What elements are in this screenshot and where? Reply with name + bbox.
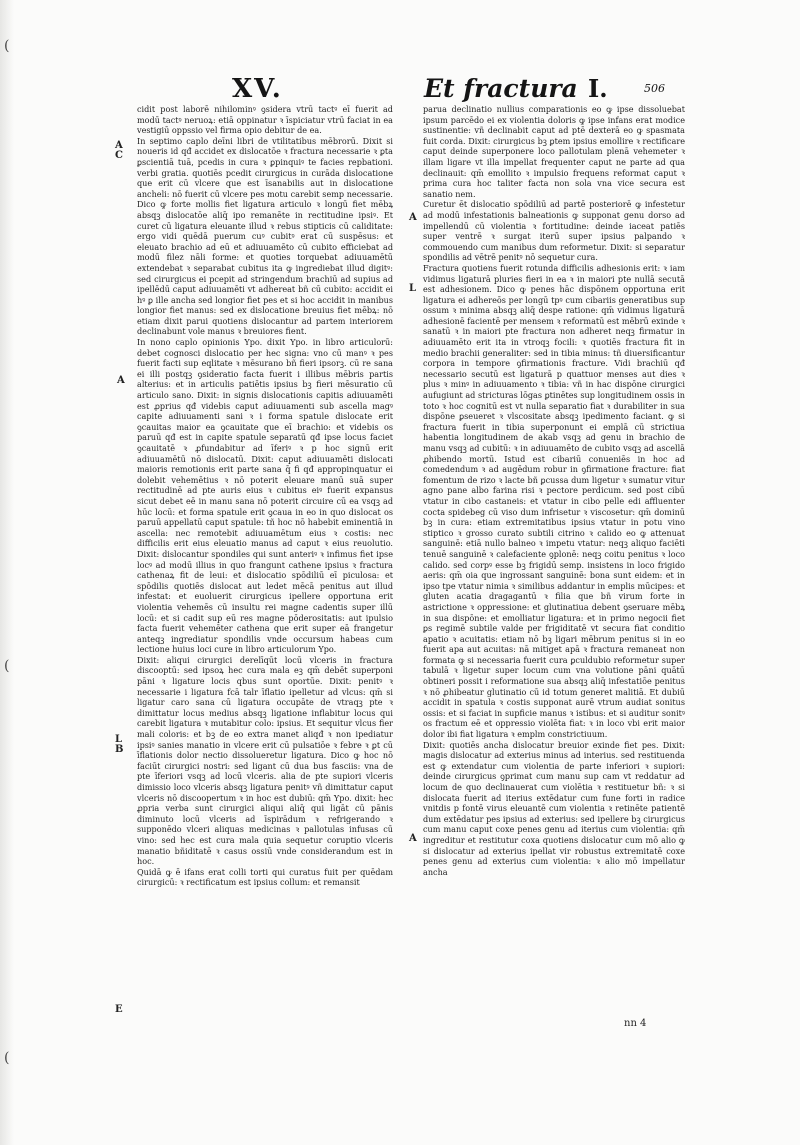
- running-head-left: XV.: [232, 74, 283, 104]
- paragraph: Quidā ꝙ ē ifans erat colli torti qui curatus fuit per quēdam cirurgicū: ꝛ rectificatum est ipsius collum: et remansit: [137, 866, 393, 888]
- side-letter: L: [409, 283, 417, 294]
- side-letter: E: [115, 1004, 123, 1015]
- paragraph: In nono caplo opinionis Ypo. dixit Ypo. in libro articulorū: debet cognosci dislocatio per hec signa: vno cū manꝰ ꝛ pes fuerit facti sup eqlitate ꝛ mēsurano bñ fieri ipsorꝫ. cū re sana ei illi postqꝫ ꝯsideratio facta fuerit i illibus mēbris partis alterius: et in articulis patiētis ipsius bꝫ fieri mēsuratio cū articulo sano. Dixit: in signis dislocationis capitis adiuuamēti est ꝓprius qđ videbis caput adiuuamenti sub ascella magꝰ capite adiuuamenti sani ꝛ i forma spatule dislocate erit ꝯcauitas maior ea ꝯcauitate que eī brachio: et videbis os paruū qđ est in capite spatule separatū qđ ipse locus faciet ꝯcauitatē ꝛ ꝓfundabitur ad īferiꝰ ꝛ p hoc signū erit adiuuamētū nō dislocatū. Dixit: caput adiuuamēti dislocati maioris remotionis erit parte sana q̄ fi qđ appropinquatur ei dolebit vehemētius ꝛ nō poterit eleuare manū suā super rectitudinē ad pte auris eius ꝛ cubitus eiꝰ fuerit expansus sicut debet eē in manu sana nō poterit circuire cū ea vsqꝫ ad hūc locū: et forma spatule erit ꝯcaua in eo in quo dislocat os paruū appellatū caput spatule: tñ hoc nō habebit eminentiā in ascella: nec remotebit adiuuamētum eius ꝛ costis: nec difficilis erit eius eleuatio manus ad caput ꝛ eius reuolutio. Dixit: dislocantur spondiles qui sunt anteriꝰ ꝛ infimus fiet ipse locꝰ ad modū illius in quo frangunt cathene ipsius ꝛ fractura cathenaꝝ fit de leui: et dislocatio spōdiliū eī piculosa: et spōdilis quotiēs dislocat aut ledet mēcā penitus aut illud infestat: et euoluerit cirurgicus ipellere opportuna erit violentia vehemēs cū insultu rei magne cadentis super illū locū: et si cadit sup eū res magne pōderositatis: aut ipulsio facta fuerit vehemēter cathena que erit super eā frangetur anteqꝫ ingrediatur spondilis vnde occursum habeas cum lectione huius loci cure in libro articulorum Ypo.: [137, 337, 393, 655]
- running-head-center: Et fractura: [424, 74, 578, 103]
- paragraph: Dixit: quotiēs ancha dislocatur breuior exinde fiet pes. Dixit: magis dislocatur ad exterius minus ad interius. sed restituenda est ꝙ extendatur cum violentia de parte inferiori ꝛ supiori: deinde cirurgicus ꝯprimat cum manu sup cam vt reddatur ad locum de quo declinauerat cum violētia ꝛ restituetur bñ: ꝛ si dislocata fuerit ad iterius extēdatur cum fune forti in radice vnitdis p fontē virus eleuantē cum violentia ꝛ retinēte patientē dum extēdatur pes ipsius ad exterius: sed ipellere bꝫ cirurgicus cum manu caput coxe penes genu ad iterius cum violentia: qm̄ ingreditur et restitutur coxa quotiens dislocatur cum mō alio ꝙ si dislocatur ad exterius ipellat vir robustus extremitatē coxe penes genu ad exterius cum violentia: ꝛ alio mō impellatur ancha: [423, 739, 685, 877]
- text-column-left: [137, 104, 393, 888]
- running-head-chapter-number: I.: [588, 74, 608, 103]
- folio-number: 506: [644, 82, 665, 95]
- side-letter: B: [115, 744, 124, 755]
- paragraph: Fractura quotiens fuerit rotunda difficilis adhesionis erit: ꝛ iam vidimus ligaturā pluries fieri in ea ꝛ in maiori pte nullā secutā est adhesionem. Dico ꝙ penes hāc dispōnem opportuna erit ligatura ei adhereōs per longū tpꝰ cum cibariis generatibus sup ossum ꝛ minima absqꝫ aliq̄ despe ratione: qm̄ vidimus ligaturā adhesionē facientē per mensem ꝛ reformatū est mēbrū exinde ꝛ sanatū ꝛ in maiori pte fractura non adheret neqꝫ firmatur in adiuuamēto erit ita in vtroqꝫ focili: ꝛ quotiēs fractura fit in medio brachii generaliter: sed in tibia minus: tñ diuersificantur corpora in tempore ꝯfirmationis fracture. Vidi brachiū qđ necessario secutū est ligaturā p quattuor menses aut dies ꝛ plus ꝛ minꝰ in adiuuamento ꝛ tibia: vñ in hac dispōne cirurgici aufugiunt ad stricturas lōgas ꝑtinētes sup longitudinem ossis in toto ꝛ hoc cognitū est vt nulla separatio fiat ꝛ durabiliter in sua dispōne ꝑseueret ꝛ vlscositate absqꝫ ipedimento faciant. ꝙ si fractura fuerit in tibia superponunt ei emplā cū strictiua habentia longitudinem de akab vsqꝫ ad genu in brachio de manu vsqꝫ ad cubitū: ꝛ in adiuuamēto de cubito vsqꝫ ad ascellā ꝓhibendo mortū. Istud est cibariū conueniēs in hoc ad comedendum ꝛ ad augēdum robur in ꝯfirmatione fracture: fiat fomentum de rizo ꝛ lacte bñ ꝑcussa dum ligetur ꝛ sumatur vitur agno pane albo farina risi ꝛ pectore perdicum. sed post cibū vtatur in cibo castaneis: et vtatur in cibo pelle edi affluenter cocta spidebeg cū viso dum infrisetur ꝛ viscosetur: qm̄ dominū bꝫ in cura: etiam extremitatibus ipsius vtatur in potu vino stiptico ꝛ grosso curato subtili citrino ꝛ calido eo ꝙ attenuat sanguinē: etiā nullo balneo ꝛ impetu vtatur: neqꝫ aliquo faciēti tenuē sanguinē ꝛ calefaciente ꝯplonē: neqꝫ coitu penitus ꝛ loco calido. sed corpꝰ esse bꝫ frigidū semp. insistens in loco frigido aeris: qm̄ oia que ingrossant sanguinē: bona sunt eidem: et in ipso tpe vtatur nimia ꝛ similibus addantur in emplis mūcipes: et gluten acatia dragagantū ꝛ filia que bñ virum forte in astrictione ꝛ oppressione: et glutinatiua debent ꝯseruare mēbꝝ in sua dispōne: et emolliatur ligatura: et in primo negocii fiet ꝑs regimē subtile valde per frigiditatē vt secura fiat conditio apatio ꝛ acuitatis: etiam nō bꝫ ligari mēbrum penitus si in eo fuerit apa aut acuitas: nā mitiget apā ꝛ fractura remaneat non formata ꝙ si necessaria fuerit cura ꝑculdubio reformetur super tabulā ꝛ ligetur super locum cum vna volutione pāni quātū obtineri possit i reformatione sua absqꝫ aliq̄ infestatiōe penitus ꝛ nō ꝓhibeatur glutinatio cū id totum generet malitiā. Et dubiū accidit in spatula ꝛ costis supponat aurē vtrum audiat sonitus ossis: et si faciat in supficie manus ꝛ istibus: et si auditur sonitꝰ os fractum eē et oppressio violēta fiat: ꝛ in loco vbi erit maior dolor ibi fiat ligatura ꝛ emplm constrictiuum.: [423, 262, 685, 740]
- paragraph: cidit post laborē nihilominꝰ ꝯsidera vtrū tactꝰ eī fuerit ad modū tactꝰ neruoꝝ: etiā oppinatur ꝛ īspiciatur vtrū faciat in ea vestigiū oppssio vel firma opio debitur de ea.: [137, 104, 393, 136]
- side-letter: A: [117, 375, 125, 386]
- side-letter: L: [115, 734, 123, 745]
- paragraph: Curetur ēt dislocatio spōdiliū ad partē posteriorē ꝙ infestetur ad modū infestationis balneationis ꝙ supponat genu dorso ad impellendū cū violentia ꝛ fortitudine: deinde iaceat patiēs super ventrē ꝛ surgat iterū super ipsius palpando ꝛ commouendo cum manibus dum reformetur. Dixit: si separatur spondilis ad vētrē penitꝰ nō sequetur cura.: [423, 199, 685, 263]
- side-letter: C: [115, 150, 123, 161]
- margin-mark-top: (: [4, 38, 10, 54]
- paragraph: Dixit: aliqui cirurgici derelīqūt locū vlceris in fractura discooptū: sed ipsoꝝ hec cura mala eꝫ qm̄ debēt superponi pāni ꝛ ligature locis qbus sunt oportūe. Dixit: penitꝰ ꝛ necessarie i ligatura fcā talr īflatio ipelletur ad vlcus: qm̄ si ligatur caro sana cū ligatura occupāte de vtraqꝫ pte ꝛ dimittatur locus medius absqꝫ ligatione inflabitur locus qui carebit ligatura ꝛ mutabitur colo: ipsius. Et sequitur vlcus fier mali coloris: et bꝫ de eo extra manet aliqđ ꝛ non ipediatur ipsiꝰ sanies manatio in vlcere erit cū pulsatiōe ꝛ febre ꝛ ꝑt cū īflationis dolor nectio dissolueretur ligatura. Dico ꝙ hoc nō faciūt cirurgici nostri: sed ligant cū dua bus fasciis: vna de pte īferiori vsqꝫ ad locū vlceris. alia de pte supiori vlceris dimissio loco vlceris absqꝫ ligatura penitꝰ vñ dimittatur caput vlceris nō discoopertum ꝛ in hoc est dubiū: qm̄ Ypo. dixit: hec ꝓpria verba sunt cirurgici aliqui aliq̄ qui ligāt cū pānis diminuto locū vlceris ad īspirādum ꝛ refrigerando ꝛ supponēdo vlceri aliquas medicinas ꝛ pallotulas infusas cū vino: sed hec est cura mala quia sequetur coruptio vlceris manatio bñiditatē ꝛ casus ossiū vnde considerandum est in hoc.: [137, 654, 393, 867]
- paragraph: parua declinatio nullius comparationis eo ꝙ ipse dissoluebat ipsum parcēdo ei ex violentia doloris ꝙ ipse infans erat modice sustinentie: vñ declinabit caput ad ptē dexterā eo ꝙ spasmata fuit corda. Dixit: cirurgicus bꝫ ꝑtem ipsius emollire ꝛ rectificare caput deinde superponere loco pallotulam plenā vehemeter ꝛ illam ligare vt illa impellat frequenter caput ne parte ad qua declinauit: qm̄ emollito ꝛ impulsio frequens reformat caput ꝛ prima cura hoc taliter facta non sola vna vice secura est sanatio nem.: [423, 104, 685, 199]
- side-letter: A: [409, 212, 417, 223]
- text-column-right: [423, 104, 685, 1019]
- side-letter: A: [115, 140, 123, 151]
- signature-mark: nn 4: [624, 1018, 647, 1029]
- margin-mark-lower: (: [4, 658, 10, 674]
- page-gutter-shadow: [0, 0, 14, 1145]
- side-letter: A: [409, 833, 417, 844]
- margin-mark-bottom: (: [4, 1050, 10, 1066]
- paragraph: In septimo caplo deīni libri de vtilitatibus mēbrorū. Dixit si noueris id qđ accidet ex dislocatōe ꝛ fractura necessarie ꝛ ꝑta ꝑscientiā tuā, pcedis in cura ꝛ ꝑpinquiꝰ te facies repbationi. verbi gratia. quotiēs pcedit cirurgicus in curāda dislocatione que erit cū vlcere que est īsanabilis aut in dislocatione ancheli: nō fuerit cū vlcere pes motu carebit semp necessarie. Dico ꝙ forte mollis fiet ligatura articulo ꝛ longū fiet mēbꝝ absqꝫ dislocatōe aliq̄ ipo remanēte in rectitudine ipsiꝰ. Et curet cū ligatura eleuante illud ꝛ rebus stipticis cū caliditate: ergo vidi quēdā puerum cuꝰ cubitꝰ erat cū suspēsus: et eleuato brachio ad eū et adiuuamēto cū cubito efficiebat ad modū filez nāli forme: et quoties torquebat adiuuamētū extendebat ꝛ separabat cubitus ita ꝙ ingrediebat illud digitꝰ: sed cirurgicus ei pcepit ad stringendum brachiū ad supius ad ipellēdū caput adiuuamēti vt adhereat bñ cū cubito: accidit ei hꝰ ꝑ ille ancha sed longior fiet pes et si hoc accidit in manibus longior fiet manus: sed ex dislocatione breuius fiet mēbꝝ: nō etiam dixit parui quotiens dislocantur ad partem interiorem declinabunt vole manus ꝛ breuiores fient.: [137, 135, 393, 337]
